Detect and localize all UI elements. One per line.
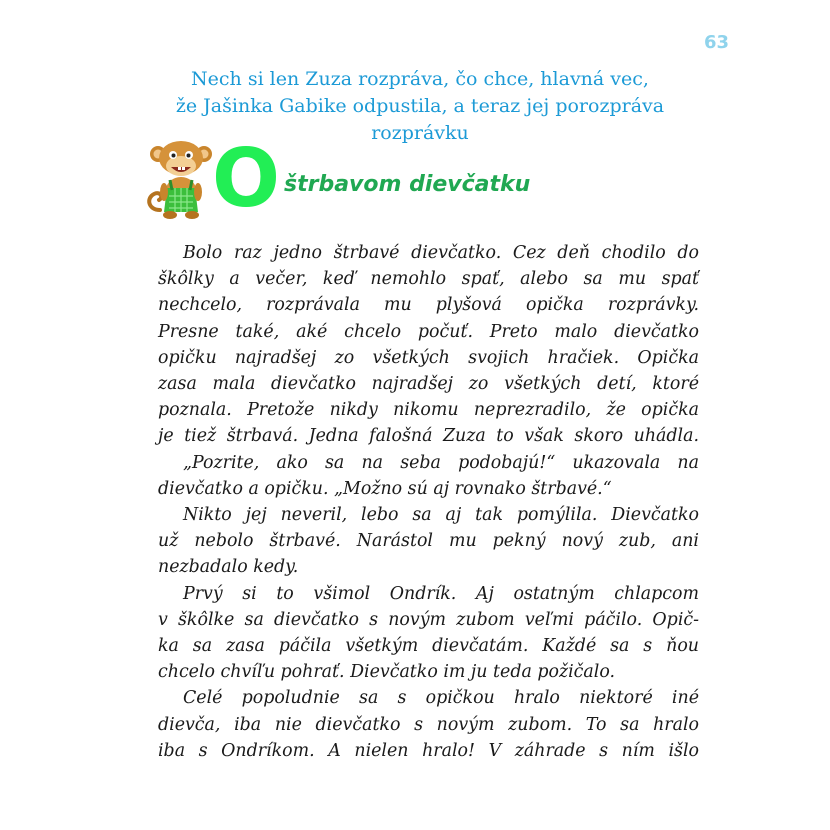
story-text — [158, 240, 699, 764]
story-line: dievča, iba nie dievčatko s novým zubom. To sa hralo — [158, 714, 699, 735]
story-line: Nikto jej neveril, lebo sa aj tak pomýlila. Dievčatko — [183, 505, 699, 526]
story-line: nechcelo, rozprávala mu plyšová opička rozprávky. — [158, 295, 699, 316]
story-line: „Pozrite, ako sa na seba podobajú!“ ukazovala na — [183, 452, 699, 473]
story-line: škôlky a večer, keď nemohlo spať, alebo sa mu spať — [158, 269, 699, 290]
intro-line: Nech si len Zuza rozpráva, čo chce, hlavná vec, — [191, 68, 649, 90]
story-line: Bolo raz jedno štrbavé dievčatko. Cez deň chodilo do — [183, 243, 699, 263]
story-line: poznala. Pretože nikdy nikomu neprezradilo, že opička — [158, 400, 699, 421]
story-line: dievčatko a opičku. „Možno sú aj rovnako štrbavé.“ — [158, 478, 612, 499]
story-line: zasa mala dievčatko najradšej zo všetkých detí, ktoré — [158, 374, 699, 395]
story-line: už nebolo štrbavé. Narástol mu pekný nový zub, ani — [158, 531, 699, 552]
story-line: v škôlke sa dievčatko s novým zubom veľmi páčilo. Opič- — [158, 609, 699, 630]
story-line: Presne také, aké chcelo počuť. Preto malo dievčatko — [158, 321, 699, 342]
intro-line: rozprávku — [371, 122, 469, 144]
title-text: štrbavom dievčatku — [284, 172, 531, 197]
story-line: iba s Ondríkom. A nielen hralo! V záhrade s ním išlo — [158, 740, 699, 761]
page-number: 63 — [704, 32, 730, 53]
intro-line: že Jašinka Gabike odpustila, a teraz jej porozpráva — [175, 95, 665, 117]
story-line: Prvý si to všimol Ondrík. Aj ostatným chlapcom — [183, 583, 699, 604]
story-line: chcelo chvíľu pohrať. Dievčatko im ju teda požičalo. — [158, 662, 616, 683]
story-line: ka sa zasa páčila všetkým dievčatám. Každé sa s ňou — [158, 636, 699, 657]
story-line: Celé popoludnie sa s opičkou hralo niektoré iné — [183, 688, 699, 709]
drop-cap-letter: O — [212, 132, 281, 225]
story-line: je tiež štrbavá. Jedna falošná Zuza to však skoro uhádla. — [158, 426, 699, 447]
monkey-illustration — [146, 140, 220, 220]
story-line: opičku najradšej zo všetkých svojich hračiek. Opička — [158, 347, 699, 368]
story-line: nezbadalo kedy. — [158, 557, 299, 578]
